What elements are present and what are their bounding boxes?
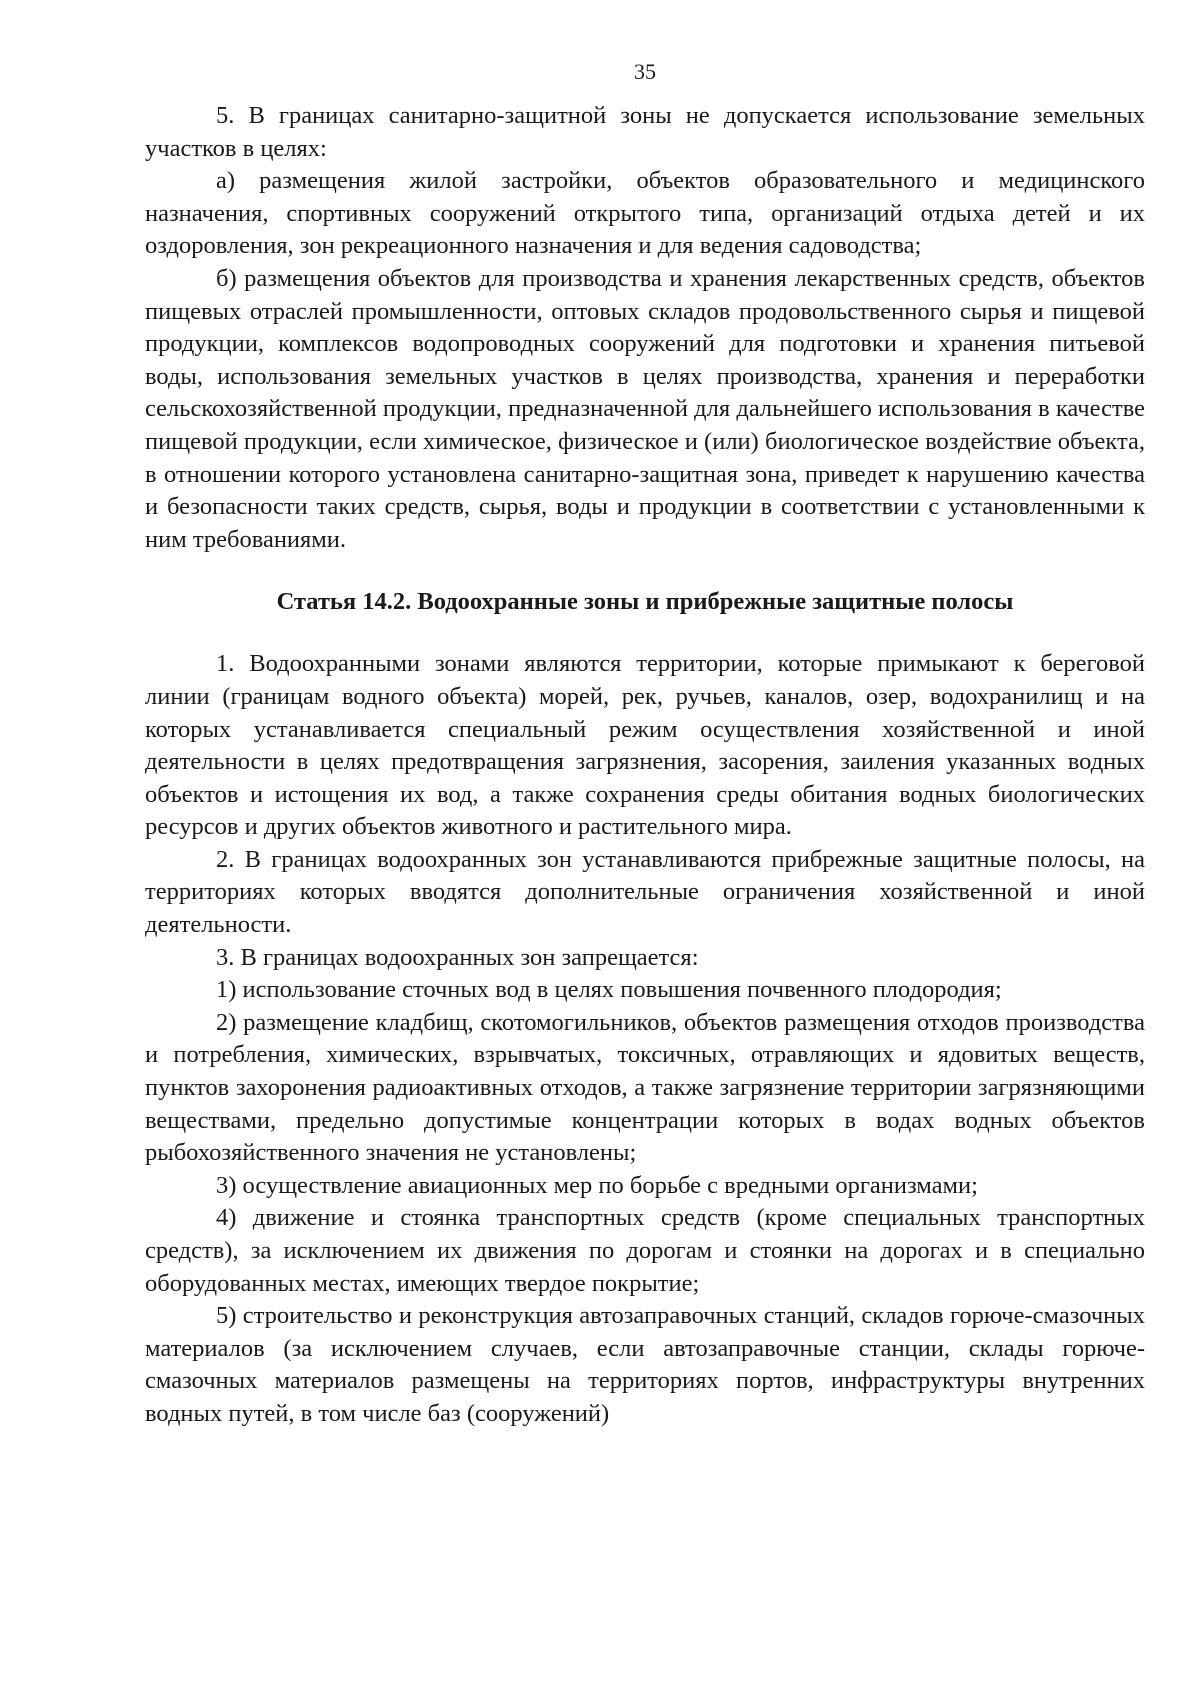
- paragraph-item-2: 2) размещение кладбищ, скотомогильников, объектов размещения отходов производства и потребления, химических, взрывчатых, токсичных, отравляющих и ядовитых веществ, пунктов захоронения радиоактивных отходов, а также загрязнение территории загрязняющими веществами, предельно допустимые концентрации которых в водах водных объектов рыбохозяйственного значения не установлены;: [145, 1008, 1145, 1167]
- paragraph-article-2: 2. В границах водоохранных зон устанавливаются прибрежные защитные полосы, на территориях которых вводятся дополнительные ограничения хозяйственной и иной деятельности.: [145, 845, 1145, 939]
- paragraph-article-1: 1. Водоохранными зонами являются территории, которые примыкают к береговой линии (границам водного объекта) морей, рек, ручьев, каналов, озер, водохранилищ и на которых устанавливается специальный режим осуществления хозяйственной и иной деятельности в целях предотвращения загрязнения, засорения, заиления указанных водных объектов и истощения их вод, а также сохранения среды обитания водных биологических ресурсов и других объектов животного и растительного мира.: [145, 650, 1145, 841]
- paragraph-item-a: а) размещения жилой застройки, объектов образовательного и медицинского назначения, спортивных сооружений открытого типа, организаций отдыха детей и их оздоровления, зон рекреационного назначения и для ведения садоводства;: [145, 167, 1145, 260]
- paragraph-item-3: 3) осуществление авиационных мер по борьбе с вредными организмами;: [216, 1171, 978, 1199]
- paragraph-5-intro: 5. В границах санитарно-защитной зоны не допускается использование земельных участков в целях:: [145, 102, 1145, 162]
- paragraph-article-3: 3. В границах водоохранных зон запрещается:: [216, 943, 699, 971]
- page-number: 35: [634, 59, 656, 84]
- paragraph-item-1: 1) использование сточных вод в целях повышения почвенного плодородия;: [216, 976, 1002, 1004]
- article-heading: Статья 14.2. Водоохранные зоны и прибрежные защитные полосы: [276, 588, 1014, 616]
- paragraph-item-b: б) размещения объектов для производства и хранения лекарственных средств, объектов пищевых отраслей промышленности, оптовых складов продовольственного сырья и пищевой продукции, комплексов водопроводных сооружений для подготовки и хранения питьевой воды, использования земельных участков в целях производства, хранения и переработки сельскохозяйственной продукции, предназначенной для дальнейшего использования в качестве пищевой продукции, если химическое, физическое и (или) биологическое воздействие объекта, в отношении которого установлена санитарно-защитная зона, приведет к нарушению качества и безопасности таких средств, сырья, воды и продукции в соответствии с установленными к ним требованиями.: [145, 264, 1145, 553]
- document-page: [145, 52, 1145, 1431]
- paragraph-item-4: 4) движение и стоянка транспортных средств (кроме специальных транспортных средств), за исключением их движения по дорогам и стоянки на дорогах и в специально оборудованных местах, имеющих твердое покрытие;: [145, 1204, 1145, 1297]
- paragraph-item-5: 5) строительство и реконструкция автозаправочных станций, складов горюче-смазочных материалов (за исключением случаев, если автозаправочные станции, склады горюче-смазочных материалов размещены на территориях портов, инфраструктуры внутренних водных путей, в том числе баз (сооружений): [145, 1302, 1145, 1427]
